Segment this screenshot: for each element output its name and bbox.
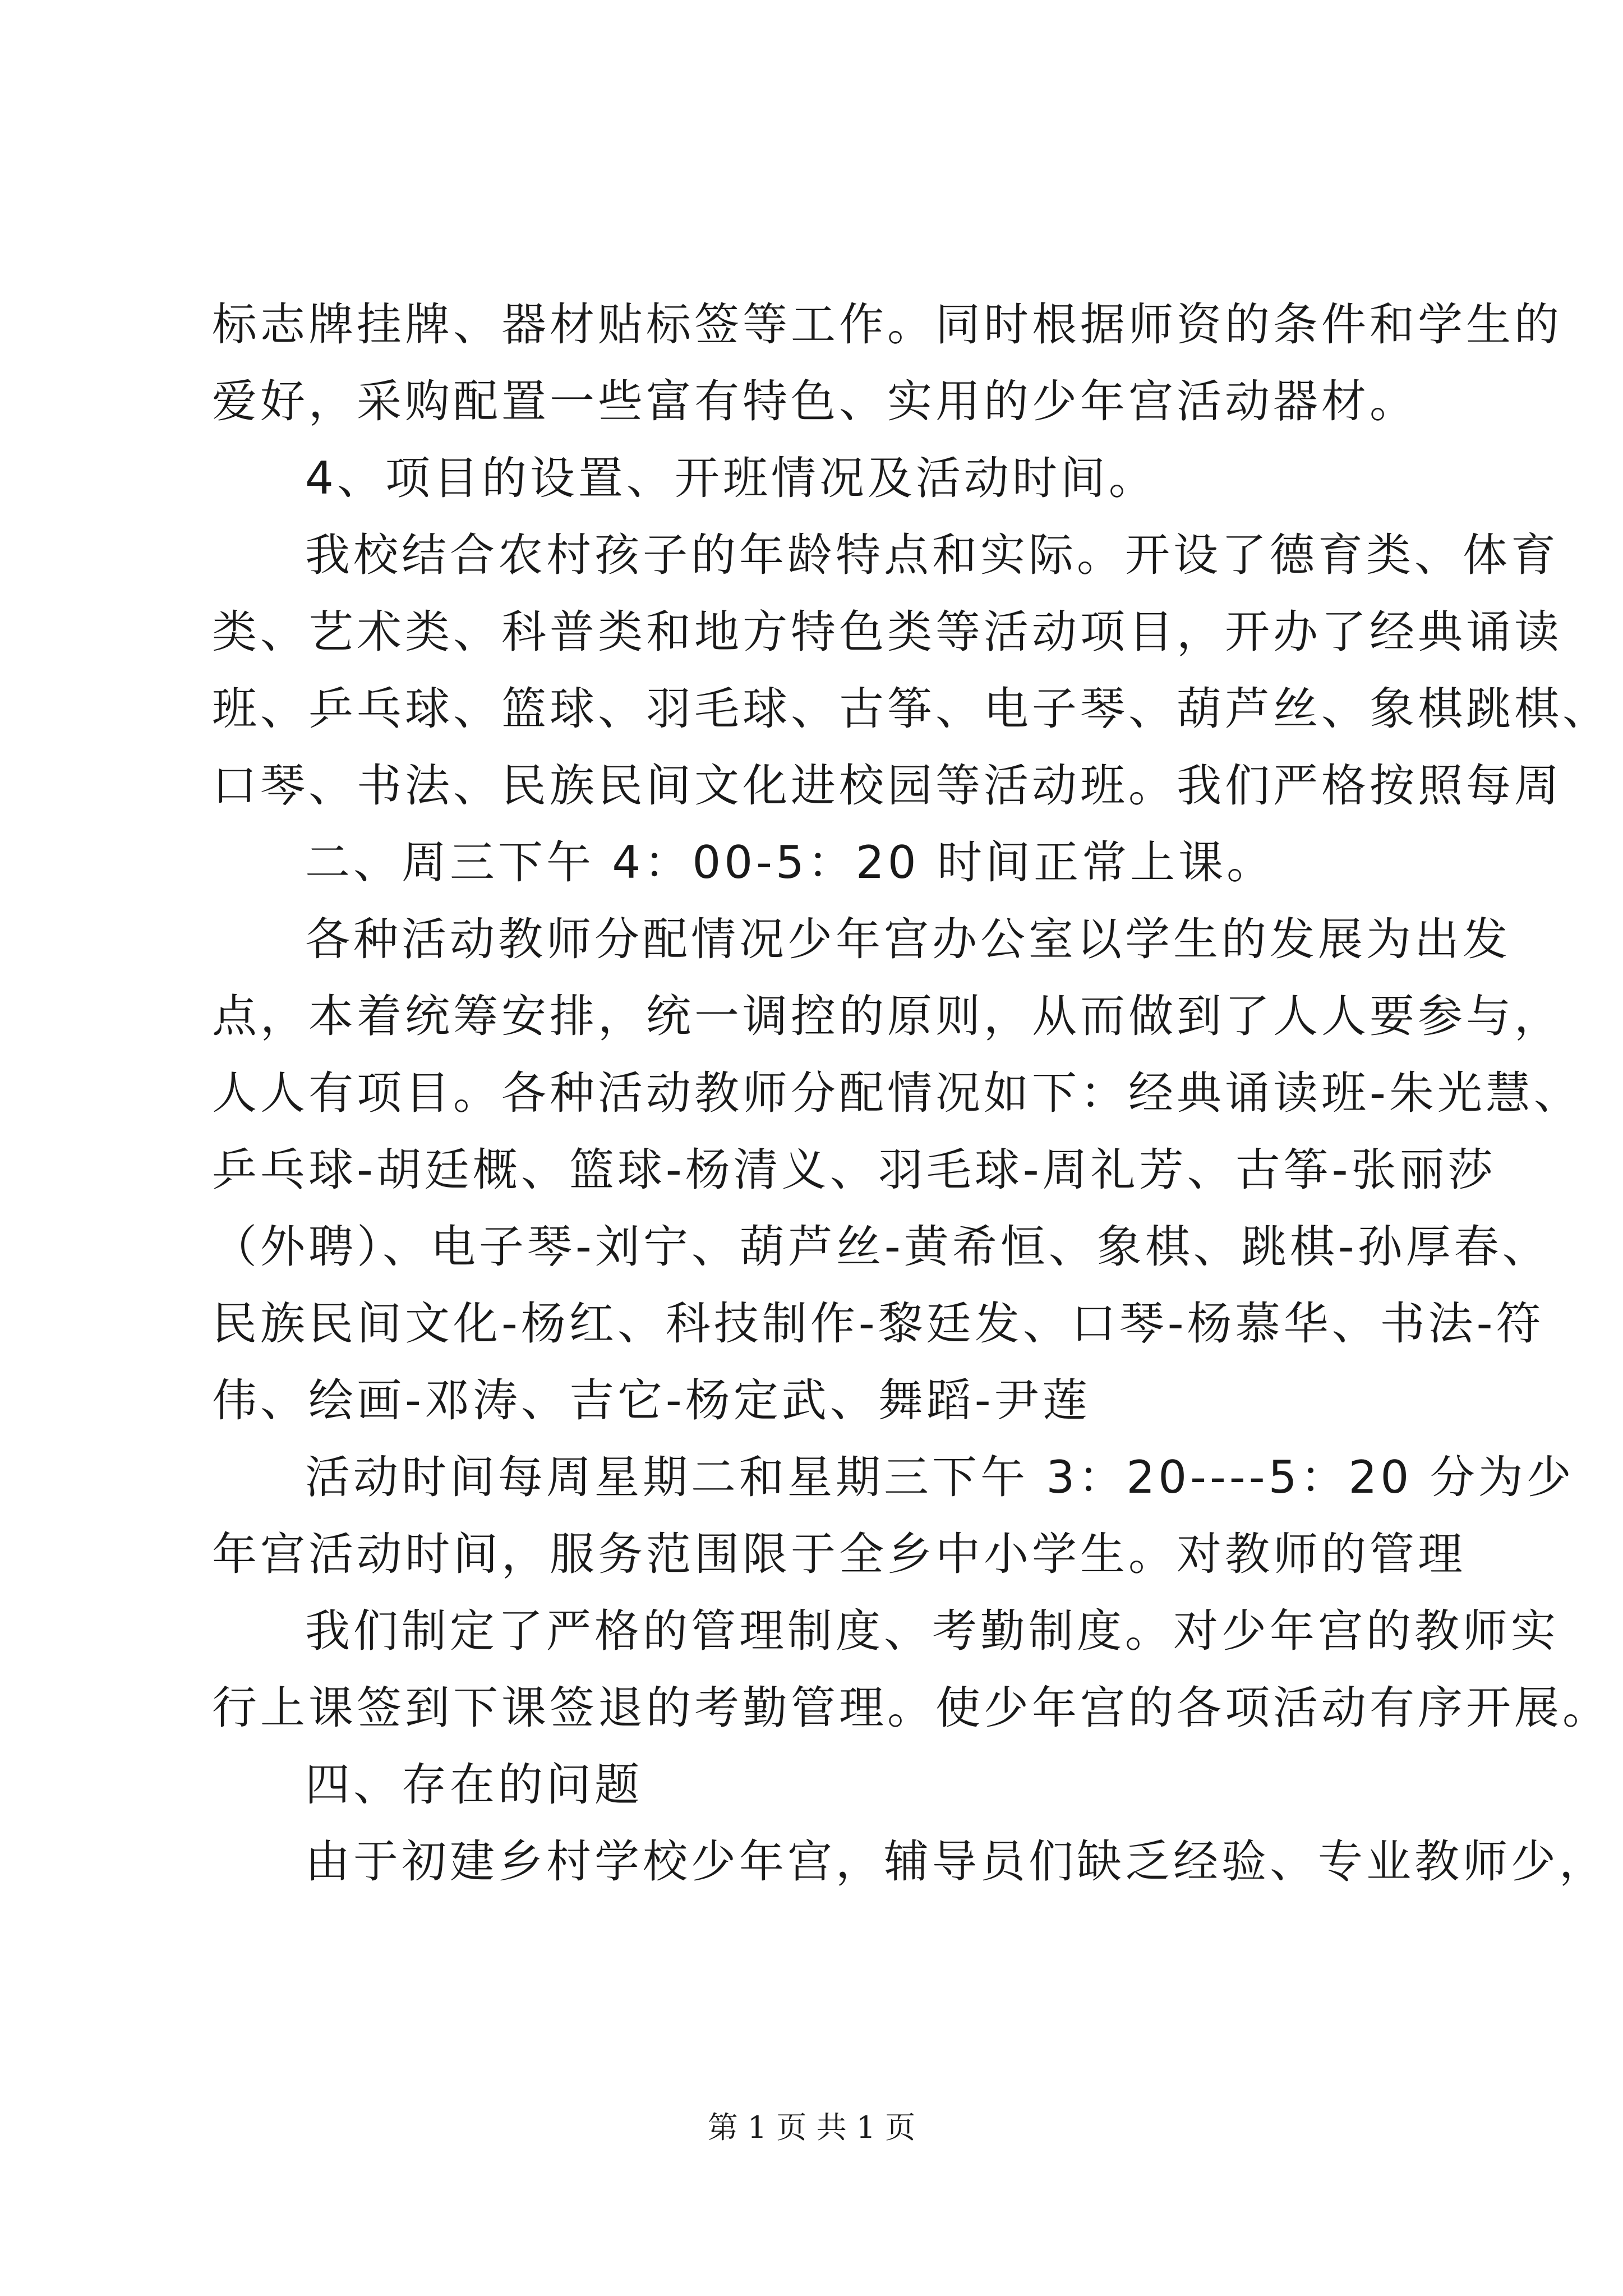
section-heading: 四、存在的问题	[305, 1759, 643, 1811]
text-line: （外聘）、电子琴-刘宁、葫芦丝-黄希恒、象棋、跳棋-孙厚春、	[212, 1221, 1551, 1273]
text-line: 民族民间文化-杨红、科技制作-黎廷发、口琴-杨慕华、书法-符	[212, 1297, 1544, 1350]
document-body	[212, 286, 1611, 1900]
text-line: 口琴、书法、民族民间文化进校园等活动班。我们严格按照每周	[212, 760, 1562, 812]
text-line: 我们制定了严格的管理制度、考勤制度。对少年宫的教师实	[305, 1605, 1559, 1657]
text-line: 各种活动教师分配情况少年宫办公室以学生的发展为出发	[305, 913, 1511, 965]
text-line: 二、周三下午 4：00-5：20 时间正常上课。	[305, 836, 1275, 889]
text-line: 伟、绘画-邓涛、吉它-杨定武、舞蹈-尹莲	[212, 1374, 1091, 1427]
section-heading: 4、项目的设置、开班情况及活动时间。	[305, 452, 1157, 504]
text-line: 年宫活动时间，服务范围限于全乡中小学生。对教师的管理	[212, 1528, 1466, 1580]
text-line: 行上课签到下课签退的考勤管理。使少年宫的各项活动有序开展。	[212, 1682, 1611, 1734]
text-line: 班、乒乓球、篮球、羽毛球、古筝、电子琴、葫芦丝、象棋跳棋、	[212, 683, 1611, 735]
text-line: 标志牌挂牌、器材贴标签等工作。同时根据师资的条件和学生的	[212, 298, 1562, 351]
text-line: 人人有项目。各种活动教师分配情况如下：经典诵读班-朱光慧、	[212, 1067, 1582, 1119]
text-line: 活动时间每周星期二和星期三下午 3：20----5：20 分为少	[305, 1451, 1575, 1503]
text-line: 我校结合农村孩子的年龄特点和实际。开设了德育类、体育	[305, 529, 1559, 581]
text-line: 类、艺术类、科普类和地方特色类等活动项目，开办了经典诵读	[212, 606, 1562, 658]
text-line: 由于初建乡村学校少年宫，辅导员们缺乏经验、专业教师少，	[305, 1835, 1607, 1888]
page-number-label: 第 1 页 共 1 页	[707, 2110, 916, 2145]
text-line: 点，本着统筹安排，统一调控的原则，从而做到了人人要参与，	[212, 990, 1562, 1042]
text-line: 爱好，采购配置一些富有特色、实用的少年宫活动器材。	[212, 375, 1418, 427]
text-line: 乒乓球-胡廷概、篮球-杨清义、羽毛球-周礼芳、古筝-张丽莎	[212, 1144, 1496, 1196]
page-footer	[0, 2108, 1623, 2147]
